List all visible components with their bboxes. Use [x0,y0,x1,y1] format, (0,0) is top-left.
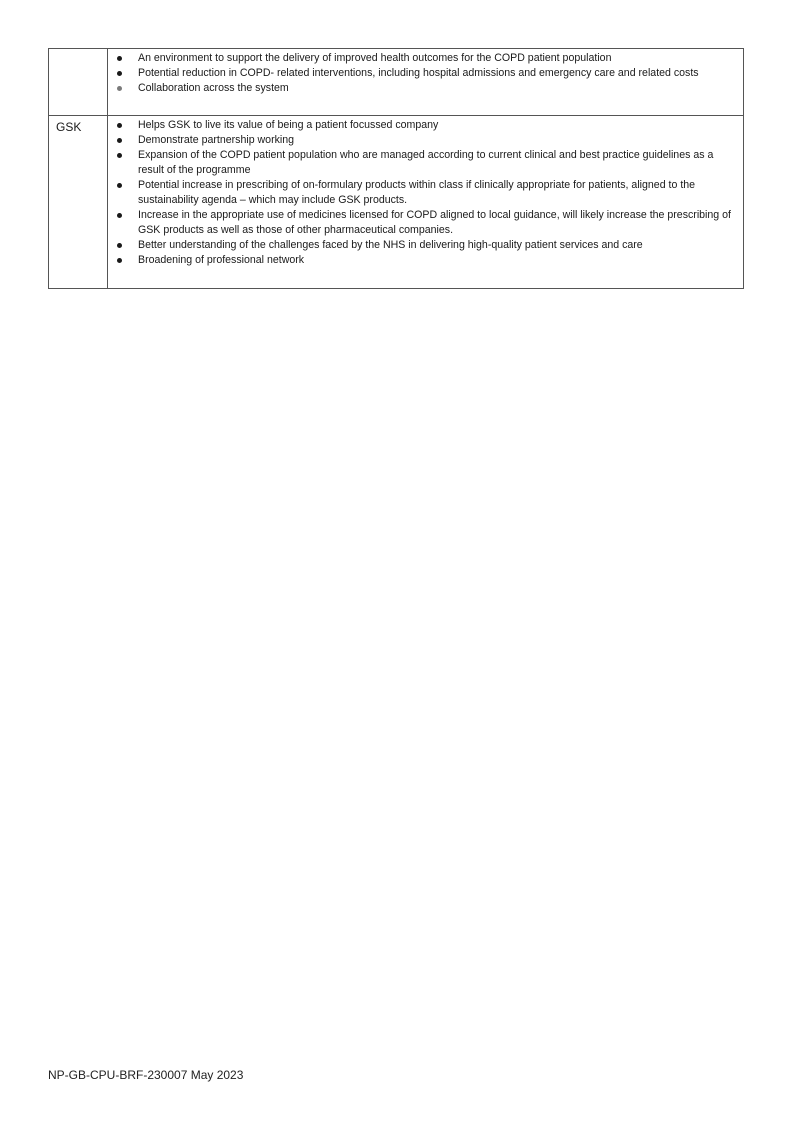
list-item [108,253,735,268]
benefits-table [48,48,744,289]
bullet-icon [117,138,122,143]
benefits-list [108,116,743,268]
list-item [108,148,735,178]
list-item-text: Potential increase in prescribing of on-formulary products within class if clinically appropriate for patients, aligned to the sustainability agenda – which may include GSK products. [138,179,696,206]
document-reference: NP-GB-CPU-BRF-230007 May 2023 [48,1068,244,1082]
bullet-icon [117,258,122,263]
bullet-icon [117,56,122,61]
bullet-icon [117,71,122,76]
benefits-cell [108,49,744,116]
list-item-text: Better understanding of the challenges faced by the NHS in delivering high-quality patient services and care [138,239,643,251]
stakeholder-label [49,49,108,116]
list-item-text: Demonstrate partnership working [138,134,295,146]
list-item-text: Broadening of professional network [138,254,305,266]
list-item-text: Potential reduction in COPD- related interventions, including hospital admissions and emergency care and related costs [138,67,699,79]
bullet-icon [117,86,122,91]
list-item [108,208,735,238]
list-item-text: An environment to support the delivery of improved health outcomes for the COPD patient population [138,52,612,64]
benefits-list [108,49,743,96]
bullet-icon [117,243,122,248]
bullet-icon [117,213,122,218]
list-item-text: Expansion of the COPD patient population who are managed according to current clinical and best practice guidelines as a result of the programme [138,149,714,176]
bullet-icon [117,183,122,188]
table-row [49,116,744,289]
list-item [108,81,735,96]
benefits-cell [108,116,744,289]
list-item [108,238,735,253]
list-item [108,133,735,148]
list-item-text: Collaboration across the system [138,82,289,94]
list-item [108,51,735,66]
table-row [49,49,744,116]
stakeholder-label: GSK [49,116,108,289]
list-item-text: Increase in the appropriate use of medicines licensed for COPD aligned to local guidance, will likely increase the prescribing of GSK products as well as those of other pharmaceutical companies. [138,209,731,236]
list-item [108,66,735,81]
list-item [108,178,735,208]
bullet-icon [117,153,122,158]
bullet-icon [117,123,122,128]
list-item [108,118,735,133]
list-item-text: Helps GSK to live its value of being a patient focussed company [138,119,439,131]
